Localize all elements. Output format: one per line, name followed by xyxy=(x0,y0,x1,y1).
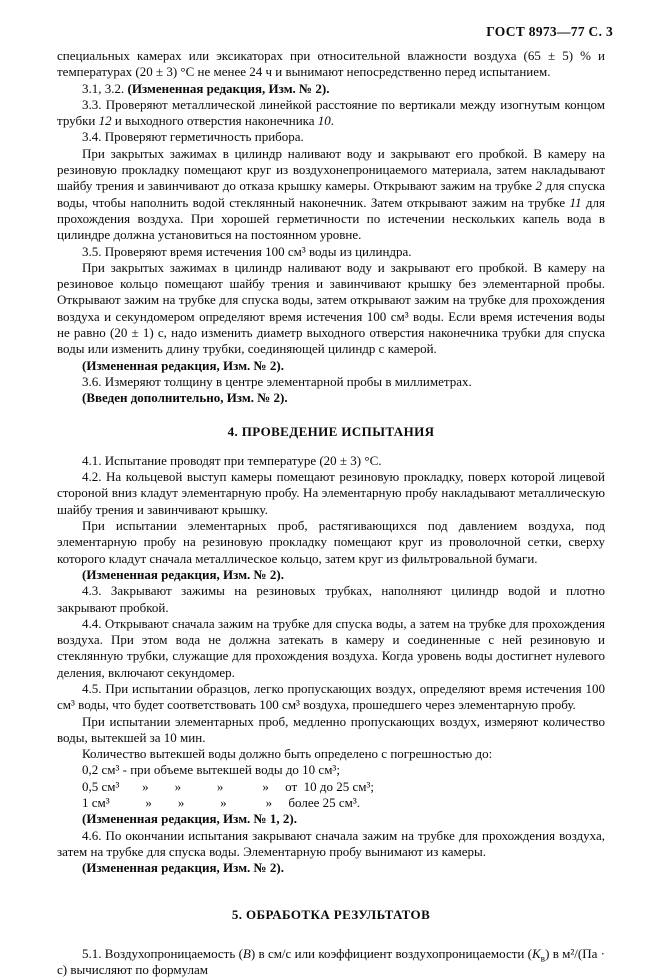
text-segment: (Измененная редакция, Изм. № 2). xyxy=(127,80,330,96)
heading-section-5 xyxy=(57,907,605,923)
para-3-4-body xyxy=(57,146,605,244)
text-segment: (Измененная редакция, Изм. № 2). xyxy=(82,860,284,876)
text-segment: 4.4. Открывают сначала зажим на трубке для спуска воды, а затем на трубке для прохождения воздуха. При этом вода не должна затекать в камеру и соединенные с ней резиновую и стеклянную трубки, служащие для прохождения воздуха. Когда уровень воды достигнет нулевого деления, включают секундомер. xyxy=(57,615,605,680)
text-segment: При испытании элементарных проб, медленно пропускающих воздух, измеряют количество воды, вытекшей за 10 мин. xyxy=(57,713,605,745)
text-segment: К xyxy=(532,945,541,961)
text-segment: 1 см³ » » » » более 25 см³. xyxy=(82,795,361,811)
text-segment: В xyxy=(242,945,251,961)
para-4-3 xyxy=(57,583,605,616)
text-segment: и выходного отверстия наконечника xyxy=(111,113,318,129)
text-segment: для прохождения воздуха. При хорошей герметичности по истечении нескольких капель вода в цилиндре должна установиться на постоянном уровне. xyxy=(57,194,605,243)
para-4-5 xyxy=(57,681,605,714)
text-segment: 4.5. При испытании образцов, легко пропускающих воздух, определяют время истечения 100 см³ воды, что будет соответствовать 100 см³ воздуха, прошедшего через элементарную пробу. xyxy=(57,680,605,713)
para-accuracy-intro xyxy=(57,746,605,762)
text-segment: Количество вытекшей воды должно быть определено с погрешностью до: xyxy=(82,746,493,762)
para-introduced-note xyxy=(57,390,605,406)
text-segment: ) в м²/(Па · с) вычисляют по формулам xyxy=(57,945,605,978)
text-segment: 3.5. Проверяют время истечения 100 см³ воды из цилиндра. xyxy=(82,243,412,259)
text-segment: 3.4. Проверяют герметичность прибора. xyxy=(82,129,304,145)
text-segment: 5. ОБРАБОТКА РЕЗУЛЬТАТОВ xyxy=(231,906,431,922)
text-segment: 2 xyxy=(535,178,543,194)
para-amendment-note-2 xyxy=(57,567,605,583)
text-segment: 11 xyxy=(569,194,582,210)
text-segment: 4.6. По окончании испытания закрывают сначала зажим на трубке для прохождения воздуха, затем на трубке для спуска воды. Элементарную пробу вынимают из камеры. xyxy=(57,827,605,859)
text-segment: 10 xyxy=(317,113,331,129)
text-segment: 4.1. Испытание проводят при температуре (20 ± 3) °С. xyxy=(82,452,382,468)
text-segment: для спуска воды, чтобы наполнить водой стеклянный наконечник. Затем открывают зажим на трубке xyxy=(57,178,605,210)
text-segment: . xyxy=(330,113,335,129)
list-accuracy-1 xyxy=(57,762,605,778)
text-segment: При закрытых зажимах в цилиндр наливают воду и закрывают его пробкой. В камеру на резиновую прокладку помещают круг из воздухонепроницаемого материала, затем накладывают шайбу трения и завинчивают до отказа крышку камеры. Открывают зажим на трубке xyxy=(57,145,605,194)
para-3-3 xyxy=(57,97,605,130)
para-3-1-3-2 xyxy=(57,81,605,97)
text-segment: (Измененная редакция, Изм. № 2). xyxy=(82,357,284,373)
text-segment: в xyxy=(540,954,546,965)
text-segment: 5.1. Воздухопроницаемость ( xyxy=(82,945,243,961)
para-3-6 xyxy=(57,374,605,390)
text-segment: ) в см/с или коэффициент воздухопроницаемости ( xyxy=(250,945,533,961)
list-accuracy-3 xyxy=(57,795,605,811)
heading-section-4 xyxy=(57,424,605,440)
para-3-5 xyxy=(57,244,605,260)
para-4-5-body xyxy=(57,714,605,747)
para-3-4 xyxy=(57,129,605,145)
text-segment: 0,5 см³ » » » » от 10 до 25 см³; xyxy=(82,778,375,794)
list-accuracy-2 xyxy=(57,779,605,795)
para-4-2-body xyxy=(57,518,605,567)
para-4-2 xyxy=(57,469,605,518)
text-segment: При испытании элементарных проб, растягивающихся под давлением воздуха, под элементарную пробу на резиновую прокладку помещают круг из проволочной сетки, сверху которого кладут сначала металлическое кольцо, затем круг из фильтровальной бумаги. xyxy=(57,518,605,566)
para-amendment-note-4 xyxy=(57,860,605,876)
text-segment: 12 xyxy=(98,113,112,129)
text-segment: 3.6. Измеряют толщину в центре элементарной пробы в миллиметрах. xyxy=(82,373,472,389)
page-header-gost-number: ГОСТ 8973—77 С. 3 xyxy=(486,24,613,39)
text-segment: (Измененная редакция, Изм. № 2). xyxy=(82,566,284,582)
text-segment: 3.1, 3.2. xyxy=(82,80,128,96)
text-segment: 4.3. Закрывают зажимы на резиновых трубках, наполняют цилиндр водой и плотно закрывают пробкой. xyxy=(57,583,605,615)
text-segment: 3.3. Проверяют металлической линейкой расстояние по вертикали между изогнутым концом трубки xyxy=(57,96,605,129)
document-body xyxy=(57,48,605,978)
text-segment: При закрытых зажимах в цилиндр наливают воду и закрывают его пробкой. В камеру на резиновое кольцо помещают шайбу трения и завинчивают крышку без элементарной пробы. Открывают зажим на трубке для спуска воды, затем открывают зажим на трубке для прохождения воздуха и секундомером определяют время истечения 100 см³ воды. Если время истечения воды не равно (20 ± 1) с, надо изменить диаметр выходного отверстия наконечника трубки для спуска воды или изменить длину трубки, соединяющей цилиндр с камерой. xyxy=(57,259,605,357)
text-segment: (Измененная редакция, Изм. № 1, 2). xyxy=(82,811,297,827)
para-amendment-note-1 xyxy=(57,358,605,374)
para-storage-conditions xyxy=(57,48,605,81)
para-4-1 xyxy=(57,453,605,469)
text-segment: специальных камерах или эксикаторах при относительной влажности воздуха (65 ± 5) % и температурах (20 ± 3) °С не менее 24 ч и вынимают непосредственно перед испытанием. xyxy=(57,48,605,80)
text-segment: (Введен дополнительно, Изм. № 2). xyxy=(82,390,288,406)
para-4-6 xyxy=(57,828,605,861)
para-4-4 xyxy=(57,616,605,681)
text-segment: 4. ПРОВЕДЕНИЕ ИСПЫТАНИЯ xyxy=(227,423,435,439)
para-3-5-body xyxy=(57,260,605,358)
para-5-1 xyxy=(57,946,605,978)
text-segment: 0,2 см³ - при объеме вытекшей воды до 10 см³; xyxy=(82,762,340,778)
para-amendment-note-3 xyxy=(57,811,605,827)
text-segment: 4.2. На кольцевой выступ камеры помещают резиновую прокладку, поверх которой лицевой стороной вниз кладут элементарную пробу. На элементарную пробу накладывают металлическую шайбу трения и завинчивают крышку. xyxy=(57,469,605,517)
